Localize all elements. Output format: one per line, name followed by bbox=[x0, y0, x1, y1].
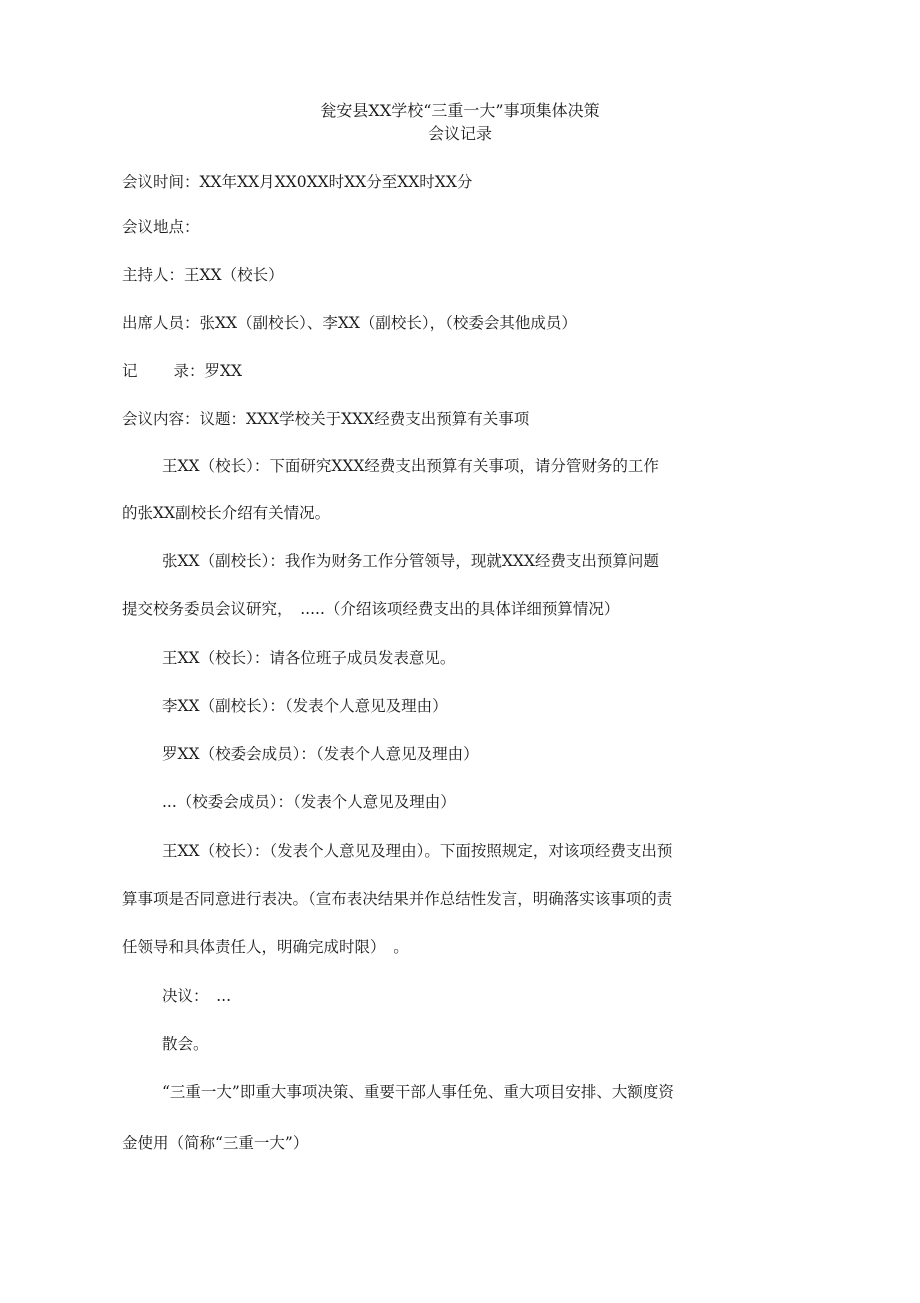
paragraph-3: 王XX（校长）：请各位班子成员发表意见。 bbox=[162, 649, 456, 667]
recorder-label-a: 记 bbox=[122, 362, 138, 380]
paragraph-5: 罗XX（校委会成员）：（发表个人意见及理由） bbox=[162, 745, 479, 763]
meeting-place: 会议地点： bbox=[122, 218, 200, 236]
paragraph-1-line-1: 王XX（校长）：下面研究XXX经费支出预算有关事项，请分管财务的工作 bbox=[162, 457, 659, 475]
note-line-2: 金使用（简称“三重一大”） bbox=[122, 1134, 309, 1152]
document-title: 瓮安县XX学校“三重一大”事项集体决策 bbox=[320, 101, 600, 120]
paragraph-7-line-1: 王XX（校长）：（发表个人意见及理由）。下面按照规定，对该项经费支出预 bbox=[162, 842, 673, 860]
paragraph-2-line-2: 提交校务委员会议研究， .....（介绍该项经费支出的具体详细预算情况） bbox=[122, 600, 620, 618]
paragraph-4: 李XX（副校长）：（发表个人意见及理由） bbox=[162, 697, 448, 715]
meeting-time: 会议时间：XX年XX月XX0XX时XX分至XX时XX分 bbox=[122, 173, 473, 191]
meeting-host: 主持人：王XX（校长） bbox=[122, 266, 284, 284]
paragraph-1-line-2: 的张XX副校长介绍有关情况。 bbox=[122, 504, 331, 522]
meeting-recorder bbox=[122, 360, 242, 382]
meeting-content: 会议内容：议题：XXX学校关于XXX经费支出预算有关事项 bbox=[122, 410, 530, 428]
paragraph-6: ...（校委会成员）：（发表个人意见及理由） bbox=[162, 793, 456, 811]
paragraph-7-line-3: 任领导和具体责任人，明确完成时限） 。 bbox=[122, 938, 409, 956]
adjourn: 散会。 bbox=[162, 1035, 209, 1053]
note-line-1: “三重一大”即重大事项决策、重要干部人事任免、重大项目安排、大额度资 bbox=[162, 1083, 674, 1101]
paragraph-2-line-1: 张XX（副校长）：我作为财务工作分管领导，现就XXX经费支出预算问题 bbox=[162, 552, 659, 570]
recorder-label-b: 录：罗XX bbox=[173, 362, 243, 380]
paragraph-7-line-2: 算事项是否同意进行表决。（宣布表决结果并作总结性发言，明确落实该事项的责 bbox=[122, 890, 673, 908]
meeting-attendees: 出席人员：张XX（副校长）、李XX（副校长），（校委会其他成员） bbox=[122, 314, 577, 332]
document-subtitle: 会议记录 bbox=[427, 124, 492, 143]
resolution: 决议： ... bbox=[162, 987, 232, 1005]
